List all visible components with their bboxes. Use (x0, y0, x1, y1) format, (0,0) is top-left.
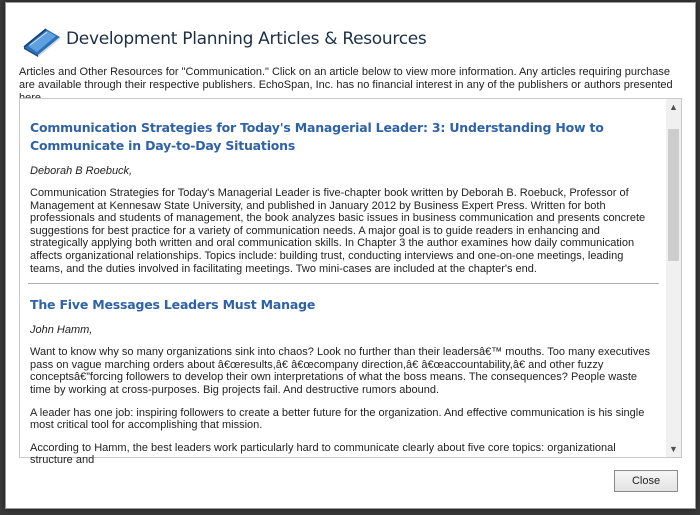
vertical-scrollbar[interactable] (666, 99, 681, 457)
scrollbar-thumb[interactable] (668, 129, 679, 261)
dialog-title: Development Planning Articles & Resources (66, 29, 427, 49)
article-title[interactable]: The Five Messages Leaders Must Manage (30, 297, 316, 313)
intro-text: Articles and Other Resources for "Communication." Click on an article below to view more information. Any articles requiring purchase are available through their respective publishers. EchoSpan, Inc. has no financial interest in any of the publishers or authors presented (19, 66, 673, 91)
scroll-up-arrow-icon[interactable]: ▲ (669, 102, 678, 112)
article-description: According to Hamm, the best leaders work particularly hard to communicate clearly about five core topics: organizational structure and (30, 441, 616, 467)
article-author: Deborah B Roebuck, (30, 165, 133, 177)
article-author: John Hamm, (30, 324, 93, 337)
article-description: Communication Strategies for Today's Managerial Leader is five-chapter book written by Deborah B. Roebuck, Professor of Management at Kennesaw State University, and published in January 2012 by Business Expert Press. Written for both professionals and students of management, the book analyzes basic issues in business communication and presents concrete suggestions for best practice for a variety of communication needs. A major goal is to guide readers in enhancing and strategically applying both written and oral communication skills. In Chapter 3 the author examines how daily communication affects organizational relationships. Topics include: building trust, conducting interviews and one-on-one meetings, leading teams, and the duties involved in facilitating meetings. Two mini-cases are included at the chapter's end. (30, 187, 646, 275)
article-item[interactable] (20, 296, 665, 467)
dialog-header (6, 3, 695, 61)
article-description: A leader has one job: inspiring followers to create a better future for the organization. And effective communication is his single most critical tool for accomplishing that mission. (30, 406, 645, 432)
articles-list (20, 99, 665, 467)
book-icon (20, 21, 64, 57)
resources-dialog (5, 2, 696, 509)
articles-panel (19, 98, 682, 467)
scroll-down-arrow-icon[interactable]: ▼ (669, 444, 678, 454)
article-item[interactable] (20, 119, 665, 275)
close-button[interactable]: Close (614, 470, 678, 492)
article-description: Want to know why so many organizations sink into chaos? Look no further than their leadersâ€™ mouths. Too many executives pass on vague marching orders about â€œresults,â€ â€œcompany direction,â€ â€œaccountability,â€ and other fuzzy conceptsâ€”forcing followers to develop their own interpretations of what the boss means. The consequences? People waste time by working at cross-purposes. Big projects fail. And destructive rumors abound. (30, 346, 650, 396)
article-title[interactable]: Communication Strategies for Today's Managerial Leader: 3: Understanding How to Communicate in Day-to-Day Situations (30, 120, 604, 153)
